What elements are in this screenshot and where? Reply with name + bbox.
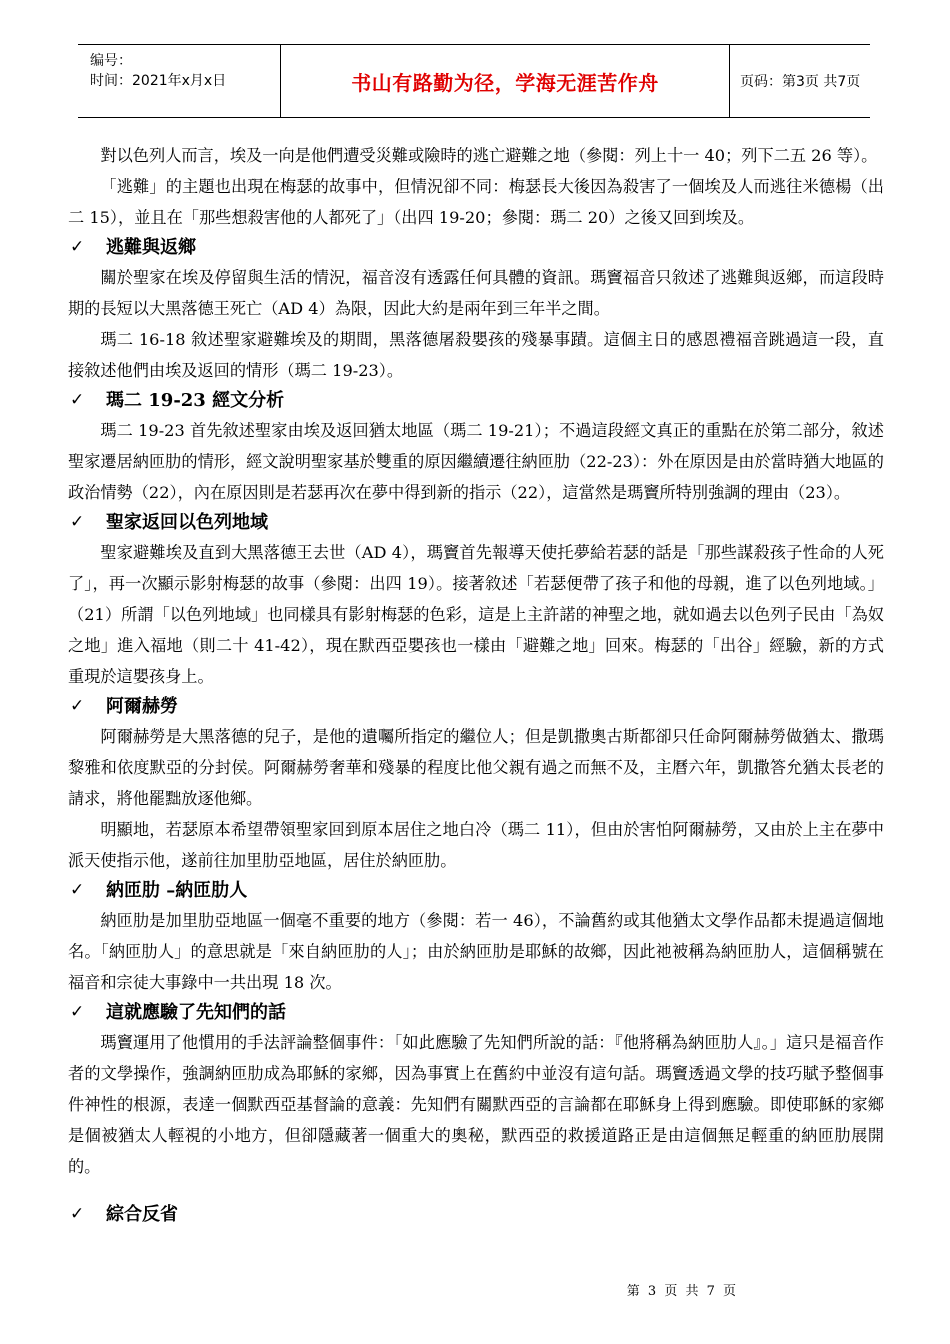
section-heading (68, 998, 884, 1027)
page-footer: 第 3 页 共 7 页 (626, 1284, 738, 1299)
paragraph: 納匝肋是加里肋亞地區一個毫不重要的地方（參閱：若一 46），不論舊約或其他猶太文學作品都未提過這個地名。「納匝肋人」的意思就是「來自納匝肋的人」；由於納匝肋是耶穌的故鄉，因此祂被稱為納匝肋人，這個稱號在福音和宗徒大事錄中一共出現 18 次。 (68, 911, 884, 992)
section-heading (68, 692, 884, 721)
checkmark-icon: ✓ (70, 512, 85, 532)
header-motto: 书山有路勤为径，学海无涯苦作舟 (280, 45, 730, 117)
paragraph: 明顯地，若瑟原本希望帶領聖家回到原本居住之地白冷（瑪二 11），但由於害怕阿爾赫勞，又由於上主在夢中派天使指示他，遂前往加里肋亞地區，居住於納匝肋。 (68, 820, 884, 870)
section-heading-text: 逃難與返鄉 (106, 237, 196, 258)
section-heading-text: 瑪二 19-23 經文分析 (106, 390, 285, 411)
paragraph: 瑪二 16-18 敘述聖家避難埃及的期間，黑落德屠殺嬰孩的殘暴事蹟。這個主日的感恩禮福音跳過這一段，直接敘述他們由埃及返回的情形（瑪二 19-23）。 (68, 330, 884, 380)
paragraph: 關於聖家在埃及停留與生活的情況，福音沒有透露任何具體的資訊。瑪竇福音只敘述了逃難與返鄉，而這段時期的長短以大黑落德王死亡（AD 4）為限，因此大約是兩年到三年半之間。 (68, 268, 884, 318)
paragraph: 聖家避難埃及直到大黑落德王去世（AD 4），瑪竇首先報導天使托夢給若瑟的話是「那些謀殺孩子性命的人死了」，再一次顯示影射梅瑟的故事（參閱：出四 19）。接著敘述「若瑟便帶了孩子和他的母親，進了以色列地域。」（21）所謂「以色列地域」也同樣具有影射梅瑟的色彩，這是上主許諾的神聖之地，就如過去以色列子民由「為奴之地」進入福地（則二十 41-42），現在默西亞嬰孩也一樣由「避難之地」回來。梅瑟的「出谷」經驗，新的方式重現於這嬰孩身上。 (68, 543, 884, 686)
number-label: 编号： (90, 53, 132, 69)
spacer (68, 1182, 884, 1200)
section-heading-text: 綜合反省 (106, 1204, 178, 1225)
header-meta (78, 45, 280, 117)
paragraph: 「逃難」的主題也出現在梅瑟的故事中，但情況卻不同：梅瑟長大後因為殺害了一個埃及人而逃往米德楊（出二 15），並且在「那些想殺害他的人都死了」（出四 19-20；參閱：瑪二 20）之後又回到埃及。 (68, 177, 884, 227)
section-heading-text: 阿爾赫勞 (106, 696, 178, 717)
checkmark-icon: ✓ (70, 1002, 85, 1022)
header-page-number: 页码：第3页 共7页 (740, 74, 861, 90)
document-body (68, 140, 884, 1229)
section-heading (68, 508, 884, 537)
page-header (78, 44, 870, 118)
section-heading (68, 876, 884, 905)
paragraph: 瑪竇運用了他慣用的手法評論整個事件：「如此應驗了先知們所說的話：『他將稱為納匝肋人』。」這只是福音作者的文學操作，強調納匝肋成為耶穌的家鄉，因為事實上在舊約中並沒有這句話。瑪竇透過文學的技巧賦予整個事件神性的根源，表達一個默西亞基督論的意義：先知們有關默西亞的言論都在耶穌身上得到應驗。即使耶穌的家鄉是個被猶太人輕視的小地方，但卻隱藏著一個重大的奧秘，默西亞的救援道路正是由這個無足輕重的納匝肋展開的。 (68, 1033, 884, 1176)
paragraph: 阿爾赫勞是大黑落德的兒子，是他的遺囑所指定的繼位人；但是凱撒奧古斯都卻只任命阿爾赫勞做猶太、撒瑪黎雅和依度默亞的分封侯。阿爾赫勞奢華和殘暴的程度比他父親有過之而無不及，主曆六年，凱撒答允猶太長老的請求，將他罷黜放逐他鄉。 (68, 727, 884, 808)
section-heading-text: 納匝肋 –納匝肋人 (106, 880, 248, 901)
section-heading (68, 1200, 884, 1229)
time-label: 时间：2021年x月x日 (90, 73, 227, 89)
section-heading-text: 聖家返回以色列地域 (106, 512, 268, 533)
checkmark-icon: ✓ (70, 237, 85, 257)
checkmark-icon: ✓ (70, 880, 85, 900)
paragraph: 瑪二 19-23 首先敘述聖家由埃及返回猶太地區（瑪二 19-21）；不過這段經文真正的重點在於第二部分，敘述聖家遷居納匝肋的情形，經文說明聖家基於雙重的原因繼續遷往納匝肋（22-23）：外在原因是由於當時猶大地區的政治情勢（22），內在原因則是若瑟再次在夢中得到新的指示（22），這當然是瑪竇所特別強調的理由（23）。 (68, 421, 884, 502)
section-heading (68, 233, 884, 262)
checkmark-icon: ✓ (70, 1204, 85, 1224)
section-heading-text: 這就應驗了先知們的話 (106, 1002, 286, 1023)
paragraph: 對以色列人而言，埃及一向是他們遭受災難或險時的逃亡避難之地（參閱：列上十一 40；列下二五 26 等）。 (100, 146, 878, 165)
checkmark-icon: ✓ (70, 696, 85, 716)
section-heading (68, 386, 884, 415)
checkmark-icon: ✓ (70, 390, 85, 410)
